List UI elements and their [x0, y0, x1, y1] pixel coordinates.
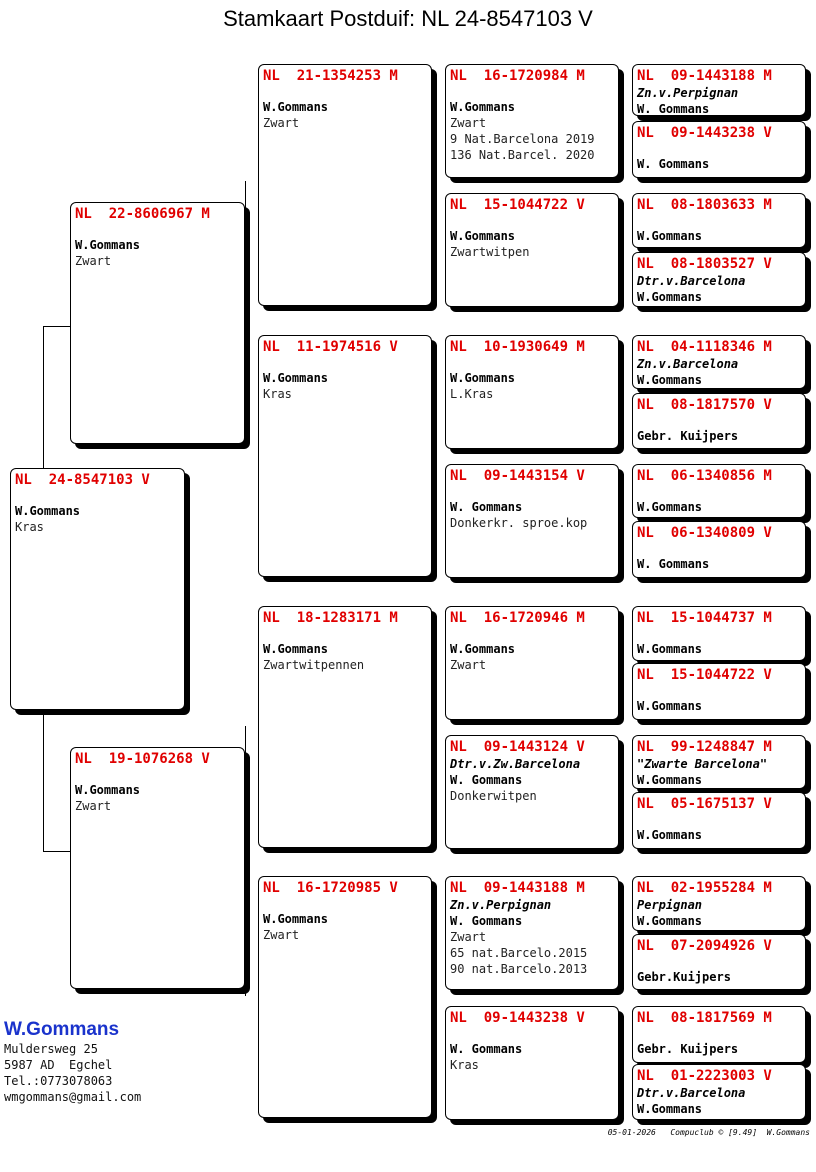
- pigeon-card-ancestor[interactable]: [632, 735, 806, 789]
- ring-number: NL 08-1803527 V: [637, 256, 772, 272]
- ring-number: NL 09-1443188 M: [637, 68, 772, 84]
- owner-name: W. Gommans: [450, 1042, 523, 1056]
- pigeon-card-grandparent[interactable]: [258, 606, 432, 848]
- owner-name: W.Gommans: [637, 699, 703, 713]
- pigeon-card-ancestor[interactable]: [632, 876, 806, 931]
- pigeon-detail: Zwartwitpen: [450, 245, 530, 259]
- ring-number: NL 05-1675137 V: [637, 796, 772, 812]
- pigeon-detail: 90 nat.Barcelo.2013: [450, 962, 588, 976]
- owner-name: Gebr. Kuijpers: [637, 429, 739, 443]
- ring-number: NL 16-1720984 M: [450, 68, 585, 84]
- pigeon-card-ancestor[interactable]: [632, 1064, 806, 1120]
- pigeon-card-great-grandparent[interactable]: [445, 335, 619, 449]
- ring-number: NL 16-1720946 M: [450, 610, 585, 626]
- connector: [619, 1037, 633, 1093]
- pigeon-card-great-grandparent[interactable]: [445, 876, 619, 990]
- ring-number: NL 08-1817569 M: [637, 1010, 772, 1026]
- ring-number: NL 06-1340809 V: [637, 525, 772, 541]
- pigeon-name: Dtr.v.Barcelona: [637, 274, 746, 288]
- pigeon-card-grandparent[interactable]: [258, 876, 432, 1118]
- pigeon-detail: Kras: [450, 1058, 479, 1072]
- pigeon-card-grandparent[interactable]: [258, 64, 432, 306]
- owner-name: W.Gommans: [450, 100, 516, 114]
- pigeon-card-ancestor[interactable]: [632, 193, 806, 248]
- ring-number: NL 09-1443188 M: [450, 880, 585, 896]
- ring-number: NL 08-1803633 M: [637, 197, 772, 213]
- connector: [432, 125, 446, 251]
- owner-name: Gebr.Kuijpers: [637, 970, 731, 984]
- breeder-email[interactable]: wmgommans@gmail.com: [4, 1090, 142, 1104]
- pigeon-card-ancestor[interactable]: [632, 521, 806, 578]
- owner-name: W.Gommans: [637, 642, 703, 656]
- owner-name: W.Gommans: [450, 229, 516, 243]
- owner-name: W.Gommans: [75, 238, 141, 252]
- connector: [245, 181, 259, 436]
- pigeon-detail: 136 Nat.Barcel. 2020: [450, 148, 595, 162]
- connector: [619, 225, 633, 281]
- owner-name: W.Gommans: [637, 1102, 703, 1116]
- connector: [432, 936, 446, 1062]
- pigeon-detail: Zwart: [263, 928, 300, 942]
- pigeon-card-ancestor[interactable]: [632, 252, 806, 307]
- owner-name: W. Gommans: [450, 773, 523, 787]
- pigeon-card-ancestor[interactable]: [632, 606, 806, 661]
- owner-name: W.Gommans: [637, 914, 703, 928]
- connector: [619, 637, 633, 693]
- pigeon-card-ancestor[interactable]: [632, 464, 806, 518]
- pigeon-detail: Kras: [15, 520, 44, 534]
- connector: [619, 366, 633, 422]
- ring-number: NL 22-8606967 M: [75, 206, 210, 222]
- ring-number: NL 11-1974516 V: [263, 339, 398, 355]
- pigeon-card-great-grandparent[interactable]: [445, 64, 619, 178]
- pigeon-detail: 65 nat.Barcelo.2015: [450, 946, 588, 960]
- connector: [619, 95, 633, 151]
- ring-number: NL 16-1720985 V: [263, 880, 398, 896]
- pigeon-card-dam[interactable]: [70, 747, 245, 989]
- pigeon-detail: Donkerwitpen: [450, 789, 537, 803]
- connector: [43, 710, 71, 852]
- ring-number: NL 09-1443124 V: [450, 739, 585, 755]
- pigeon-card-ancestor[interactable]: [632, 64, 806, 116]
- pigeon-card-subject[interactable]: [10, 468, 185, 710]
- breeder-name: W.Gommans: [4, 1019, 120, 1040]
- connector: [245, 726, 259, 996]
- ring-number: NL 18-1283171 M: [263, 610, 398, 626]
- pigeon-detail: Zwart: [450, 930, 487, 944]
- ring-number: NL 99-1248847 M: [637, 739, 772, 755]
- ring-number: NL 15-1044737 M: [637, 610, 772, 626]
- pigeon-detail: Zwartwitpennen: [263, 658, 365, 672]
- owner-name: W.Gommans: [637, 500, 703, 514]
- pigeon-card-ancestor[interactable]: [632, 663, 806, 720]
- pigeon-detail: Zwart: [450, 116, 487, 130]
- ring-number: NL 01-2223003 V: [637, 1068, 772, 1084]
- ring-number: NL 09-1443238 V: [637, 125, 772, 141]
- pigeon-detail: Zwart: [450, 658, 487, 672]
- owner-name: W.Gommans: [450, 371, 516, 385]
- owner-name: W.Gommans: [637, 773, 703, 787]
- breeder-street: Muldersweg 25: [4, 1042, 98, 1056]
- connector: [619, 766, 633, 822]
- owner-name: W.Gommans: [637, 229, 703, 243]
- ring-number: NL 09-1443238 V: [450, 1010, 585, 1026]
- pigeon-name: Dtr.v.Zw.Barcelona: [450, 757, 581, 771]
- owner-name: W.Gommans: [637, 828, 703, 842]
- pigeon-card-great-grandparent[interactable]: [445, 193, 619, 307]
- pigeon-name: Perpignan: [637, 898, 703, 912]
- page-title: Stamkaart Postduif: NL 24-8547103 V: [223, 6, 593, 31]
- ring-number: NL 10-1930649 M: [450, 339, 585, 355]
- ring-number: NL 19-1076268 V: [75, 751, 210, 767]
- pigeon-detail: Kras: [263, 387, 292, 401]
- breeder-city: 5987 AD Egchel: [4, 1058, 113, 1072]
- pigeon-card-great-grandparent[interactable]: [445, 1006, 619, 1120]
- pigeon-name: Dtr.v.Barcelona: [637, 1086, 746, 1100]
- ring-number: NL 24-8547103 V: [15, 472, 150, 488]
- owner-name: W.Gommans: [263, 371, 329, 385]
- ring-number: NL 04-1118346 M: [637, 339, 772, 355]
- owner-name: W.Gommans: [15, 504, 81, 518]
- owner-name: W.Gommans: [450, 642, 516, 656]
- pigeon-detail: Zwart: [75, 254, 112, 268]
- pigeon-card-grandparent[interactable]: [258, 335, 432, 577]
- owner-name: W.Gommans: [75, 783, 141, 797]
- pigeon-name: Zn.v.Barcelona: [637, 357, 739, 371]
- connector: [619, 907, 633, 963]
- pigeon-detail: 9 Nat.Barcelona 2019: [450, 132, 595, 146]
- breeder-phone: Tel.:0773078063: [4, 1074, 113, 1088]
- owner-name: W. Gommans: [637, 102, 710, 116]
- owner-name: W. Gommans: [450, 500, 523, 514]
- pigeon-card-ancestor[interactable]: [632, 934, 806, 990]
- connector: [619, 495, 633, 551]
- ring-number: NL 08-1817570 V: [637, 397, 772, 413]
- pigeon-name: Zn.v.Perpignan: [637, 86, 739, 100]
- ring-number: NL 15-1044722 V: [637, 667, 772, 683]
- connector: [432, 666, 446, 791]
- pigeon-detail: Zwart: [75, 799, 112, 813]
- pigeon-name: Zn.v.Perpignan: [450, 898, 552, 912]
- pigeon-detail: L.Kras: [450, 387, 494, 401]
- owner-name: W.Gommans: [263, 912, 329, 926]
- owner-name: W.Gommans: [637, 373, 703, 387]
- owner-name: W. Gommans: [637, 557, 710, 571]
- pigeon-card-ancestor[interactable]: [632, 335, 806, 389]
- pigeon-card-great-grandparent[interactable]: [445, 464, 619, 578]
- pigeon-detail: Zwart: [263, 116, 300, 130]
- ring-number: NL 15-1044722 V: [450, 197, 585, 213]
- owner-name: W. Gommans: [450, 914, 523, 928]
- breeder-info: [4, 1019, 141, 1105]
- owner-name: W.Gommans: [263, 642, 329, 656]
- pigeon-card-ancestor[interactable]: [632, 1006, 806, 1063]
- pigeon-card-great-grandparent[interactable]: [445, 735, 619, 849]
- pigeon-card-ancestor[interactable]: [632, 792, 806, 849]
- owner-name: W.Gommans: [637, 290, 703, 304]
- footer-credits: 05-01-2026 Compuclub © [9.49] W.Gommans: [607, 1128, 810, 1137]
- connector: [43, 326, 71, 469]
- connector: [432, 395, 446, 520]
- pigeon-card-ancestor[interactable]: [632, 121, 806, 178]
- ring-number: NL 21-1354253 M: [263, 68, 398, 84]
- ring-number: NL 09-1443154 V: [450, 468, 585, 484]
- pigeon-name: "Zwarte Barcelona": [637, 757, 768, 771]
- pigeon-detail: Donkerkr. sproe.kop: [450, 516, 588, 530]
- owner-name: Gebr. Kuijpers: [637, 1042, 739, 1056]
- ring-number: NL 07-2094926 V: [637, 938, 772, 954]
- owner-name: W.Gommans: [263, 100, 329, 114]
- ring-number: NL 06-1340856 M: [637, 468, 772, 484]
- pigeon-card-sire[interactable]: [70, 202, 245, 444]
- owner-name: W. Gommans: [637, 157, 710, 171]
- ring-number: NL 02-1955284 M: [637, 880, 772, 896]
- pigeon-card-great-grandparent[interactable]: [445, 606, 619, 720]
- pigeon-card-ancestor[interactable]: [632, 393, 806, 449]
